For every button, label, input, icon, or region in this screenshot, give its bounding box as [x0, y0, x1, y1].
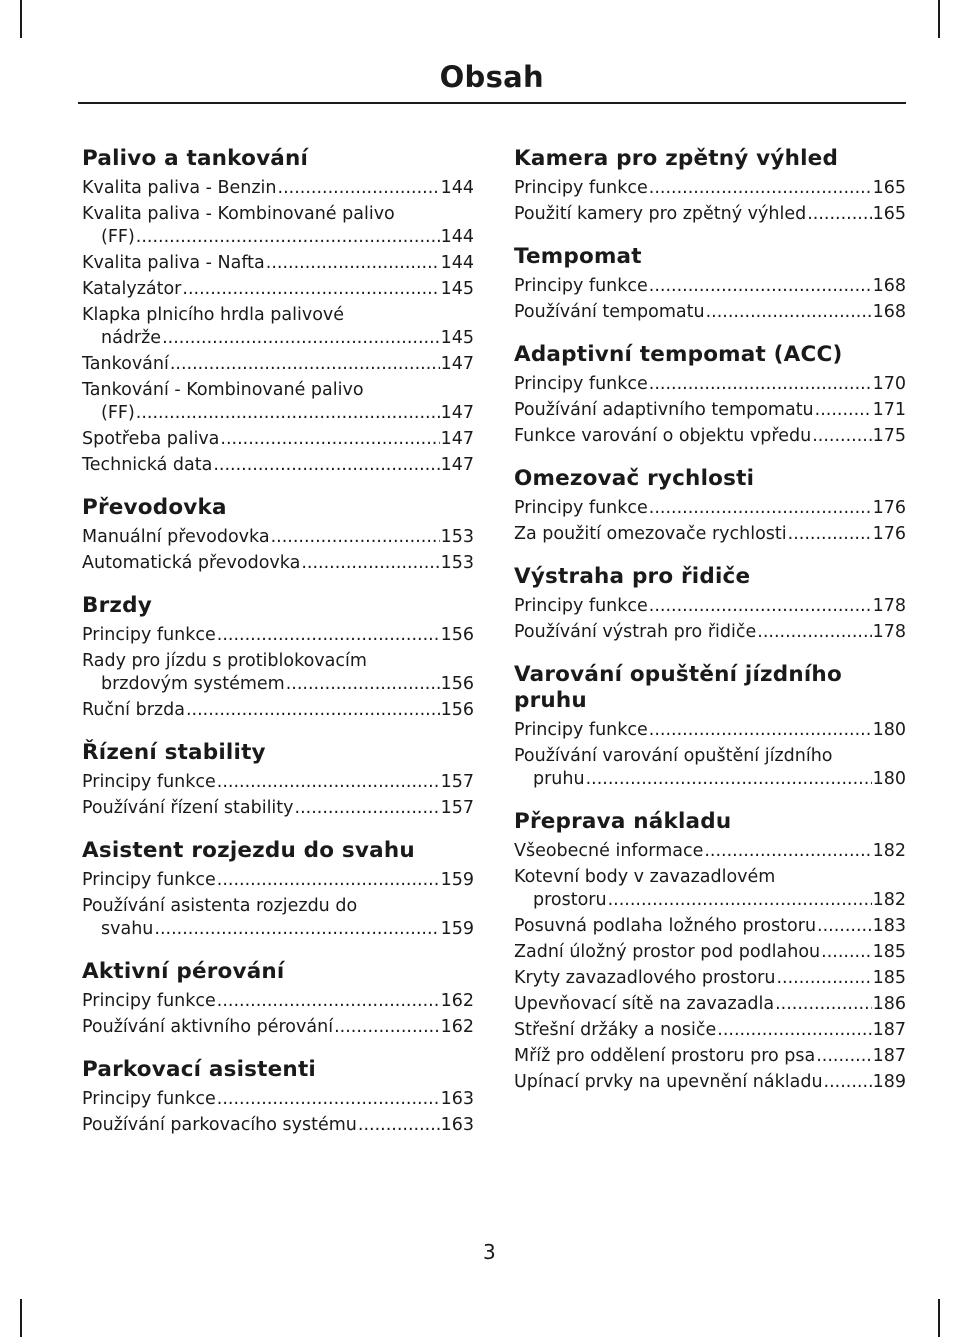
toc-entry-page: 180: [872, 769, 906, 789]
dot-leader: [608, 889, 872, 912]
dot-leader: [812, 425, 871, 448]
toc-entry[interactable]: [82, 1088, 474, 1111]
toc-entry-title: Kvalita paliva - Kombinované palivo: [82, 204, 395, 224]
toc-entry-page: 153: [440, 527, 474, 547]
toc-entry[interactable]: [82, 699, 474, 722]
toc-entry[interactable]: [82, 869, 474, 892]
toc-entry-line: [514, 275, 906, 298]
toc-entry-title: Katalyzátor: [82, 279, 182, 299]
toc-entry-title: Principy funkce: [82, 772, 216, 792]
dot-leader: [278, 177, 440, 200]
dot-leader: [217, 1088, 440, 1111]
toc-entry-page: 159: [440, 919, 474, 939]
toc-section: [82, 838, 474, 941]
crop-mark: [938, 1299, 940, 1337]
dot-leader: [788, 523, 872, 546]
toc-entry-title: Rady pro jízdu s protiblokovacím: [82, 651, 367, 671]
toc-entry-title: Kvalita paliva - Benzin: [82, 178, 277, 198]
dot-leader: [154, 918, 439, 941]
toc-entry-page: 156: [440, 625, 474, 645]
toc-entry-page: 147: [440, 429, 474, 449]
dot-leader: [358, 1114, 440, 1137]
section-heading: Přeprava nákladu: [514, 809, 732, 834]
toc-entry-page: 147: [440, 354, 474, 374]
title-rule: [78, 102, 906, 104]
toc-entry-page: 157: [440, 772, 474, 792]
dot-leader: [136, 402, 440, 425]
dot-leader: [717, 1019, 871, 1042]
toc-entry-page: 183: [872, 916, 906, 936]
section-heading: Varování opuštění jízdního pruhu: [514, 662, 842, 713]
section-heading: Omezovač rychlosti: [514, 466, 755, 491]
toc-entry-page: 144: [440, 227, 474, 247]
toc-entry-title: Principy funkce: [514, 720, 648, 740]
dot-leader: [776, 967, 871, 990]
toc-entry-page: 163: [440, 1115, 474, 1135]
toc-entry-title: brzdovým systémem: [101, 674, 285, 694]
toc-entry[interactable]: [514, 523, 906, 546]
toc-entry-line: [514, 866, 906, 889]
toc-entry-page: 182: [872, 890, 906, 910]
toc-entry-page: 187: [872, 1046, 906, 1066]
toc-entry-line: [82, 327, 474, 350]
toc-entry[interactable]: [514, 203, 906, 226]
toc-entry-line: [82, 650, 474, 673]
toc-column-left: [82, 146, 474, 1155]
toc-entry-line: [82, 177, 474, 200]
toc-entry-title: Principy funkce: [514, 374, 648, 394]
toc-entry[interactable]: [514, 993, 906, 1016]
toc-entry-page: 170: [872, 374, 906, 394]
toc-entry-line: [514, 719, 906, 742]
toc-entry-title: Používání aktivního pérování: [82, 1017, 334, 1037]
toc-entry-title: Ruční brzda: [82, 700, 185, 720]
dot-leader: [775, 993, 871, 1016]
toc-entry-title: (FF): [101, 403, 135, 423]
toc-entry-line: [82, 1088, 474, 1111]
dot-leader: [649, 177, 872, 200]
toc-entry-title: Za použití omezovače rychlosti: [514, 524, 787, 544]
dot-leader: [807, 203, 871, 226]
toc-entry-line: [514, 595, 906, 618]
dot-leader: [816, 1045, 871, 1068]
toc-entry-line: [82, 895, 474, 918]
toc-entry-title: Principy funkce: [82, 625, 216, 645]
toc-entry[interactable]: [82, 771, 474, 794]
toc-entry[interactable]: [82, 895, 474, 941]
toc-entry-line: [514, 745, 906, 768]
toc-entry-line: [514, 425, 906, 448]
section-heading: Palivo a tankování: [82, 146, 309, 171]
toc-entry-title: Funkce varování o objektu vpředu: [514, 426, 812, 446]
dot-leader: [266, 252, 440, 275]
toc-entry[interactable]: [82, 428, 474, 451]
toc-entry-page: 186: [872, 994, 906, 1014]
section-heading: Kamera pro zpětný výhled: [514, 146, 839, 171]
toc-entry-title: svahu: [101, 919, 154, 939]
toc-entry[interactable]: [82, 624, 474, 647]
toc-entry[interactable]: [82, 1114, 474, 1137]
toc-section: [82, 1057, 474, 1137]
toc-entry-page: 163: [440, 1089, 474, 1109]
toc-entry[interactable]: [82, 278, 474, 301]
toc-entry-line: [82, 402, 474, 425]
toc-entry[interactable]: [514, 595, 906, 618]
toc-entry[interactable]: [514, 497, 906, 520]
section-heading: Aktivní pérování: [82, 959, 285, 984]
toc-entry-title: prostoru: [533, 890, 607, 910]
toc-entry-line: [514, 203, 906, 226]
section-heading: Adaptivní tempomat (ACC): [514, 342, 843, 367]
toc-entry-line: [82, 304, 474, 327]
toc-entry-line: [514, 177, 906, 200]
dot-leader: [821, 941, 871, 964]
section-heading: Převodovka: [82, 495, 227, 520]
toc-entry-line: [82, 454, 474, 477]
toc-entry[interactable]: [514, 177, 906, 200]
toc-entry-page: 168: [872, 302, 906, 322]
toc-entry-title: Používání řízení stability: [82, 798, 294, 818]
toc-entry-line: [82, 918, 474, 941]
toc-entry[interactable]: [514, 1019, 906, 1042]
toc-section: [514, 564, 906, 644]
dot-leader: [217, 869, 440, 892]
dot-leader: [815, 399, 872, 422]
toc-entry[interactable]: [82, 552, 474, 575]
toc-entry-line: [82, 771, 474, 794]
toc-entry-line: [82, 1016, 474, 1039]
dot-leader: [586, 768, 872, 791]
toc-entry-title: pruhu: [533, 769, 585, 789]
toc-entry-title: Spotřeba paliva: [82, 429, 220, 449]
toc-entry[interactable]: [82, 304, 474, 350]
toc-entry-title: Používání parkovacího systému: [82, 1115, 357, 1135]
toc-entry-line: [82, 797, 474, 820]
toc-entry-title: (FF): [101, 227, 135, 247]
toc-entry-line: [82, 226, 474, 249]
toc-section: [82, 593, 474, 722]
toc-entry-page: 144: [440, 178, 474, 198]
toc-entry[interactable]: [514, 840, 906, 863]
toc-section: [514, 662, 906, 791]
dot-leader: [217, 771, 440, 794]
toc-entry-line: [514, 1071, 906, 1094]
toc-entry-title: Používání asistenta rozjezdu do: [82, 896, 358, 916]
toc-entry-title: Klapka plnicího hrdla palivové: [82, 305, 345, 325]
toc-entry-page: 178: [872, 596, 906, 616]
section-heading: Brzdy: [82, 593, 152, 618]
dot-leader: [217, 624, 440, 647]
toc-entry-title: Upínací prvky na upevnění nákladu: [514, 1072, 823, 1092]
toc-entry-page: 185: [872, 942, 906, 962]
toc-entry-line: [82, 526, 474, 549]
toc-entry-line: [514, 967, 906, 990]
toc-section: [82, 740, 474, 820]
toc-column-right: [514, 146, 906, 1112]
toc-entry-title: Mříž pro oddělení prostoru pro psa: [514, 1046, 816, 1066]
toc-entry[interactable]: [514, 621, 906, 644]
toc-entry-page: 176: [872, 498, 906, 518]
toc-entry[interactable]: [82, 797, 474, 820]
toc-entry-title: Kryty zavazadlového prostoru: [514, 968, 776, 988]
toc-section: [514, 466, 906, 546]
toc-entry-page: 165: [872, 178, 906, 198]
toc-entry[interactable]: [514, 425, 906, 448]
toc-entry[interactable]: [514, 866, 906, 912]
toc-entry-line: [514, 915, 906, 938]
toc-entry-title: Použití kamery pro zpětný výhled: [514, 204, 807, 224]
dot-leader: [295, 797, 440, 820]
dot-leader: [301, 552, 439, 575]
toc-entry[interactable]: [82, 353, 474, 376]
toc-entry[interactable]: [514, 373, 906, 396]
toc-entry-title: Manuální převodovka: [82, 527, 270, 547]
dot-leader: [824, 1071, 872, 1094]
toc-entry[interactable]: [514, 275, 906, 298]
toc-entry[interactable]: [514, 1071, 906, 1094]
dot-leader: [649, 595, 872, 618]
toc-section: [514, 342, 906, 448]
toc-entry-page: 162: [440, 991, 474, 1011]
toc-entry-line: [514, 889, 906, 912]
page-number: 3: [483, 1240, 496, 1264]
toc-entry-line: [82, 203, 474, 226]
toc-entry-title: Kvalita paliva - Nafta: [82, 253, 265, 273]
toc-entry-page: 171: [872, 400, 906, 420]
toc-entry-page: 159: [440, 870, 474, 890]
toc-entry-page: 144: [440, 253, 474, 273]
dot-leader: [334, 1016, 440, 1039]
toc-entry-title: Upevňovací sítě na zavazadla: [514, 994, 775, 1014]
toc-entry-page: 189: [872, 1072, 906, 1092]
toc-entry-title: Principy funkce: [514, 276, 648, 296]
toc-entry-title: Tankování: [82, 354, 169, 374]
toc-entry-title: Principy funkce: [82, 991, 216, 1011]
toc-entry[interactable]: [514, 915, 906, 938]
toc-entry-line: [514, 373, 906, 396]
toc-entry-title: Principy funkce: [514, 178, 648, 198]
toc-entry-page: 145: [440, 328, 474, 348]
dot-leader: [271, 526, 440, 549]
toc-entry[interactable]: [514, 1045, 906, 1068]
toc-entry-line: [82, 379, 474, 402]
toc-entry-title: Používání výstrah pro řidiče: [514, 622, 757, 642]
toc-entry[interactable]: [82, 177, 474, 200]
toc-entry-page: 180: [872, 720, 906, 740]
toc-entry-line: [514, 941, 906, 964]
toc-entry-page: 175: [872, 426, 906, 446]
toc-entry-title: Všeobecné informace: [514, 841, 704, 861]
toc-entry-page: 176: [872, 524, 906, 544]
dot-leader: [217, 990, 440, 1013]
dot-leader: [706, 301, 872, 324]
toc-entry-title: Tankování - Kombinované palivo: [82, 380, 364, 400]
toc-entry-line: [82, 278, 474, 301]
toc-entry-line: [82, 624, 474, 647]
toc-entry-line: [82, 552, 474, 575]
toc-entry-line: [82, 990, 474, 1013]
toc-entry-line: [82, 428, 474, 451]
toc-entry[interactable]: [82, 203, 474, 249]
crop-mark: [20, 0, 22, 38]
dot-leader: [649, 373, 872, 396]
toc-entry-line: [514, 621, 906, 644]
toc-entry-line: [82, 252, 474, 275]
toc-entry[interactable]: [514, 745, 906, 791]
crop-mark: [20, 1299, 22, 1337]
toc-entry-page: 168: [872, 276, 906, 296]
toc-entry-line: [514, 523, 906, 546]
toc-entry-title: Používání adaptivního tempomatu: [514, 400, 814, 420]
section-heading: Parkovací asistenti: [82, 1057, 316, 1082]
toc-entry-title: Principy funkce: [514, 596, 648, 616]
toc-section: [514, 809, 906, 1094]
toc-entry-page: 147: [440, 403, 474, 423]
dot-leader: [649, 719, 872, 742]
dot-leader: [757, 621, 871, 644]
toc-entry-line: [514, 840, 906, 863]
dot-leader: [704, 840, 871, 863]
toc-entry[interactable]: [82, 990, 474, 1013]
toc-entry[interactable]: [514, 719, 906, 742]
toc-entry-page: 157: [440, 798, 474, 818]
toc-entry-line: [514, 399, 906, 422]
toc-entry-line: [82, 673, 474, 696]
toc-entry-page: 187: [872, 1020, 906, 1040]
toc-entry[interactable]: [82, 526, 474, 549]
toc-section: [514, 146, 906, 226]
dot-leader: [286, 673, 440, 696]
toc-entry-title: Kotevní body v zavazadlovém: [514, 867, 776, 887]
toc-entry-title: Principy funkce: [82, 870, 216, 890]
section-heading: Asistent rozjezdu do svahu: [82, 838, 415, 863]
crop-mark: [938, 0, 940, 38]
toc-entry-title: Technická data: [82, 455, 213, 475]
dot-leader: [162, 327, 440, 350]
toc-entry[interactable]: [82, 1016, 474, 1039]
toc-entry[interactable]: [514, 301, 906, 324]
toc-entry-title: Používání tempomatu: [514, 302, 705, 322]
toc-entry-page: 165: [872, 204, 906, 224]
toc-section: [514, 244, 906, 324]
toc-entry-line: [514, 993, 906, 1016]
page-title: Obsah: [439, 60, 544, 94]
dot-leader: [649, 275, 872, 298]
toc-entry[interactable]: [82, 650, 474, 696]
toc-entry-page: 156: [440, 700, 474, 720]
dot-leader: [213, 454, 439, 477]
toc-entry[interactable]: [514, 399, 906, 422]
toc-entry-title: Posuvná podlaha ložného prostoru: [514, 916, 817, 936]
dot-leader: [817, 915, 872, 938]
dot-leader: [220, 428, 439, 451]
toc-entry-line: [82, 869, 474, 892]
toc-entry[interactable]: [82, 252, 474, 275]
toc-entry-title: Principy funkce: [514, 498, 648, 518]
toc-entry-title: Zadní úložný prostor pod podlahou: [514, 942, 821, 962]
toc-entry-page: 153: [440, 553, 474, 573]
toc-section: [82, 495, 474, 575]
toc-entry-line: [514, 1045, 906, 1068]
toc-entry[interactable]: [82, 379, 474, 425]
toc-entry-page: 185: [872, 968, 906, 988]
toc-entry-line: [514, 301, 906, 324]
toc-section: [82, 959, 474, 1039]
toc-entry-line: [82, 353, 474, 376]
toc-entry-page: 162: [440, 1017, 474, 1037]
dot-leader: [136, 226, 440, 249]
toc-entry-line: [514, 768, 906, 791]
toc-entry-page: 147: [440, 455, 474, 475]
toc-entry-title: Principy funkce: [82, 1089, 216, 1109]
toc-section: [82, 146, 474, 477]
toc-entry-title: Automatická převodovka: [82, 553, 301, 573]
toc-entry-line: [82, 1114, 474, 1137]
toc-entry[interactable]: [82, 454, 474, 477]
toc-entry-title: nádrže: [101, 328, 162, 348]
toc-entry-line: [514, 497, 906, 520]
dot-leader: [649, 497, 872, 520]
dot-leader: [186, 699, 440, 722]
section-heading: Tempomat: [514, 244, 642, 269]
toc-entry-title: Používání varování opuštění jízdního: [514, 746, 833, 766]
section-heading: Řízení stability: [82, 740, 266, 765]
toc-entry-line: [82, 699, 474, 722]
toc-entry-page: 145: [440, 279, 474, 299]
toc-entry-page: 178: [872, 622, 906, 642]
toc-entry-title: Střešní držáky a nosiče: [514, 1020, 717, 1040]
toc-entry-page: 156: [440, 674, 474, 694]
toc-entry-page: 182: [872, 841, 906, 861]
dot-leader: [170, 353, 440, 376]
toc-entry[interactable]: [514, 941, 906, 964]
toc-entry[interactable]: [514, 967, 906, 990]
section-heading: Výstraha pro řidiče: [514, 564, 751, 589]
toc-entry-line: [514, 1019, 906, 1042]
dot-leader: [182, 278, 439, 301]
